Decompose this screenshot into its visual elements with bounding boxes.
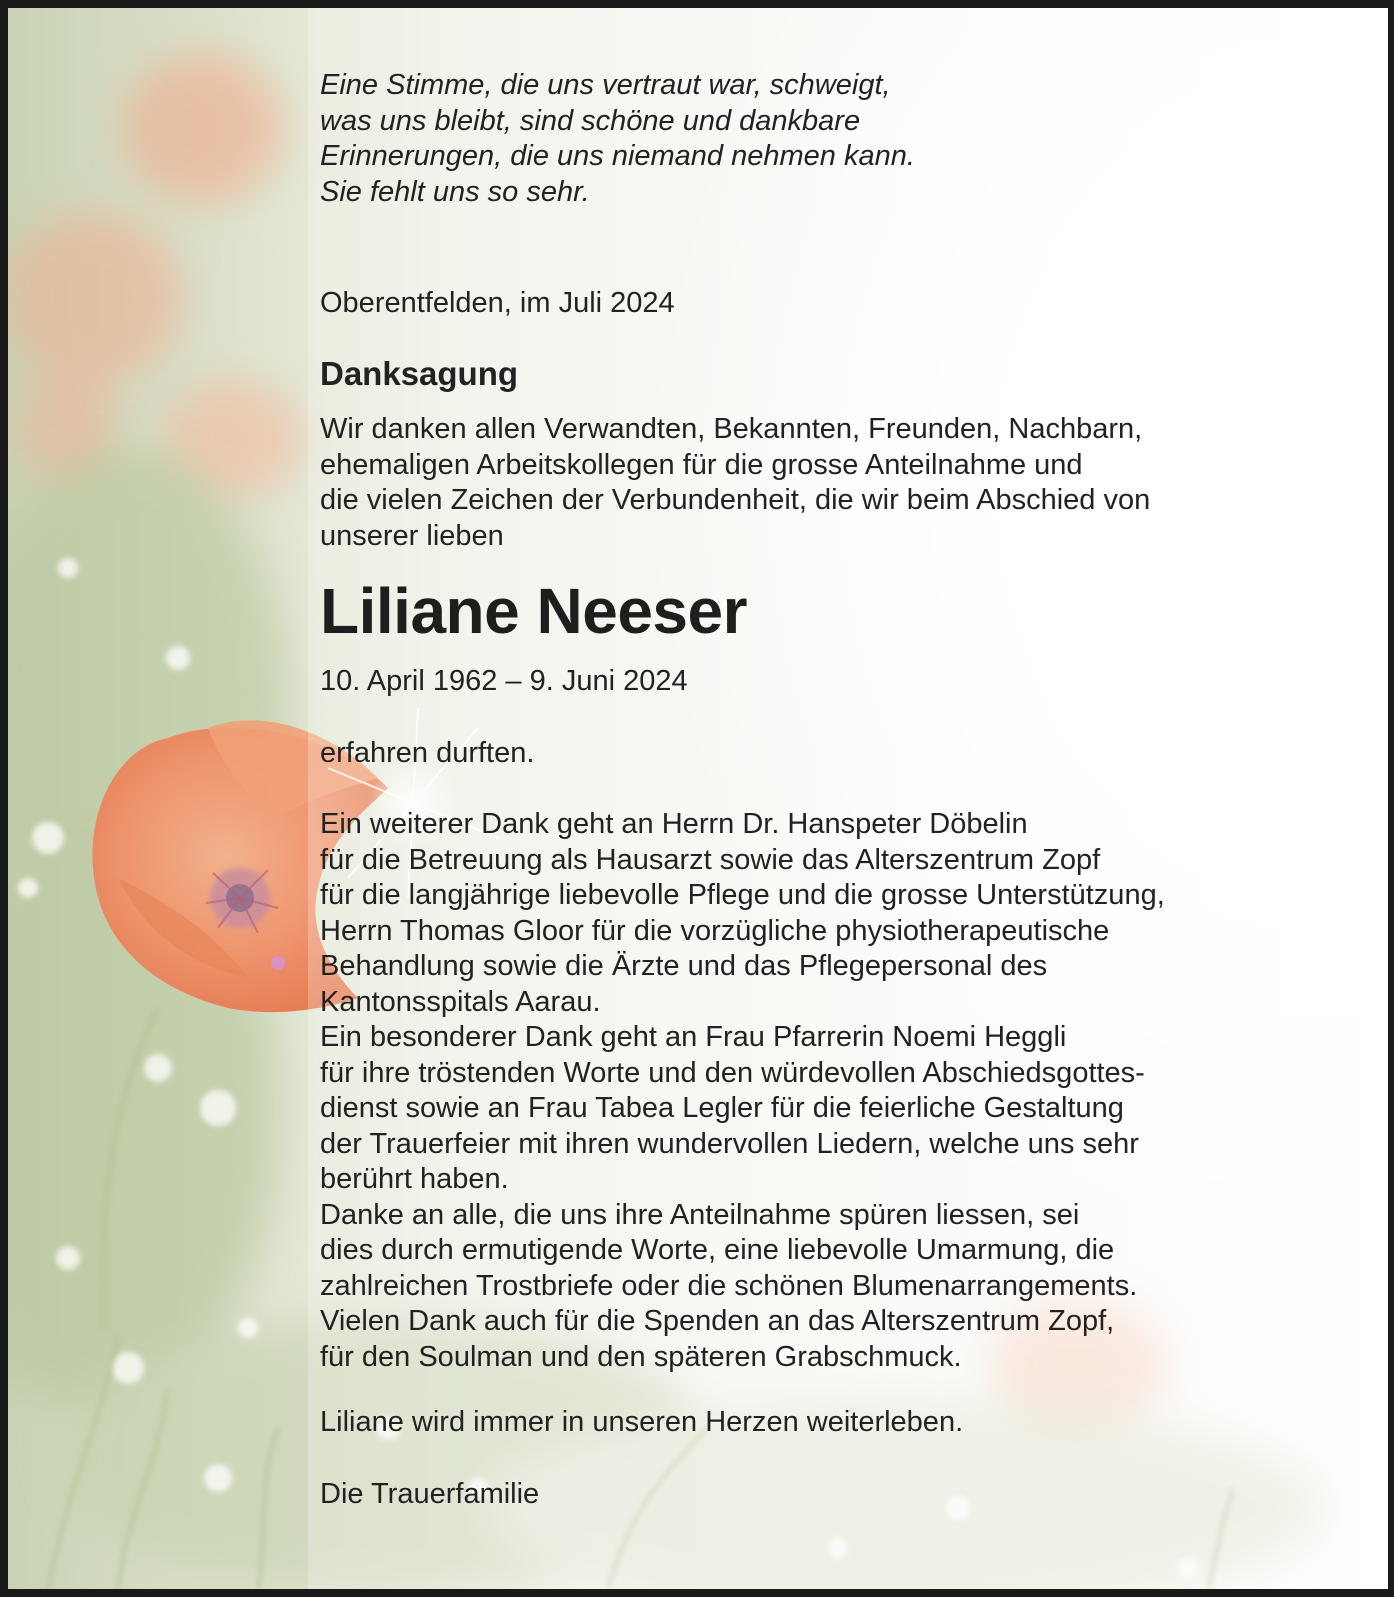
obituary-content	[320, 68, 1320, 1510]
thanks-body: Ein weiterer Dank geht an Herrn Dr. Hanspeter Döbelin für die Betreuung als Hausarzt sowie das Alterszentrum Zopf für die langjährige liebevolle Pflege und die grosse Unterstützung, Herrn Thomas Gloor für die vorzügliche physiotherapeutische Behandlung sowie die Ärzte und das Pflegepersonal des Kantonsspitals Aarau. Ein besonderer Dank geht an Frau Pfarrerin Noemi Heggli für ihre tröstenden Worte und den würdevollen Abschiedsgottes- dienst sowie an Frau Tabea Legler für die feierliche Gestaltung der Trauerfeier mit ihren wundervollen Liedern, welche uns sehr berührt haben. Danke an alle, die uns ihre Anteilnahme spüren liessen, sei dies durch ermutigende Worte, eine liebevolle Umarmung, die zahlreichen Trostbriefe oder die schönen Blumenarrangements. Vielen Dank auch für die Spenden an das Alterszentrum Zopf, für den Soulman und den späteren Grabschmuck.	[320, 808, 1165, 1373]
thanks-intro-end: erfahren durften.	[320, 737, 535, 769]
closing-line: Liliane wird immer in unseren Herzen weiterleben.	[320, 1406, 964, 1438]
heading-danksagung: Danksagung	[320, 355, 519, 392]
signature: Die Trauerfamilie	[320, 1478, 540, 1510]
memorial-verse: Eine Stimme, die uns vertraut war, schweigt, was uns bleibt, sind schöne und dankbare Erinnerungen, die uns niemand nehmen kann. Sie fehlt uns so sehr.	[320, 69, 915, 208]
thanks-intro: Wir danken allen Verwandten, Bekannten, Freunden, Nachbarn, ehemaligen Arbeitskollegen für die grosse Anteilnahme und die vielen Zeichen der Verbundenheit, die wir beim Abschied von unserer lieben	[320, 413, 1151, 552]
life-dates: 10. April 1962 – 9. Juni 2024	[320, 665, 688, 697]
deceased-name: Liliane Neeser	[320, 575, 747, 647]
place-date: Oberentfelden, im Juli 2024	[320, 287, 675, 319]
